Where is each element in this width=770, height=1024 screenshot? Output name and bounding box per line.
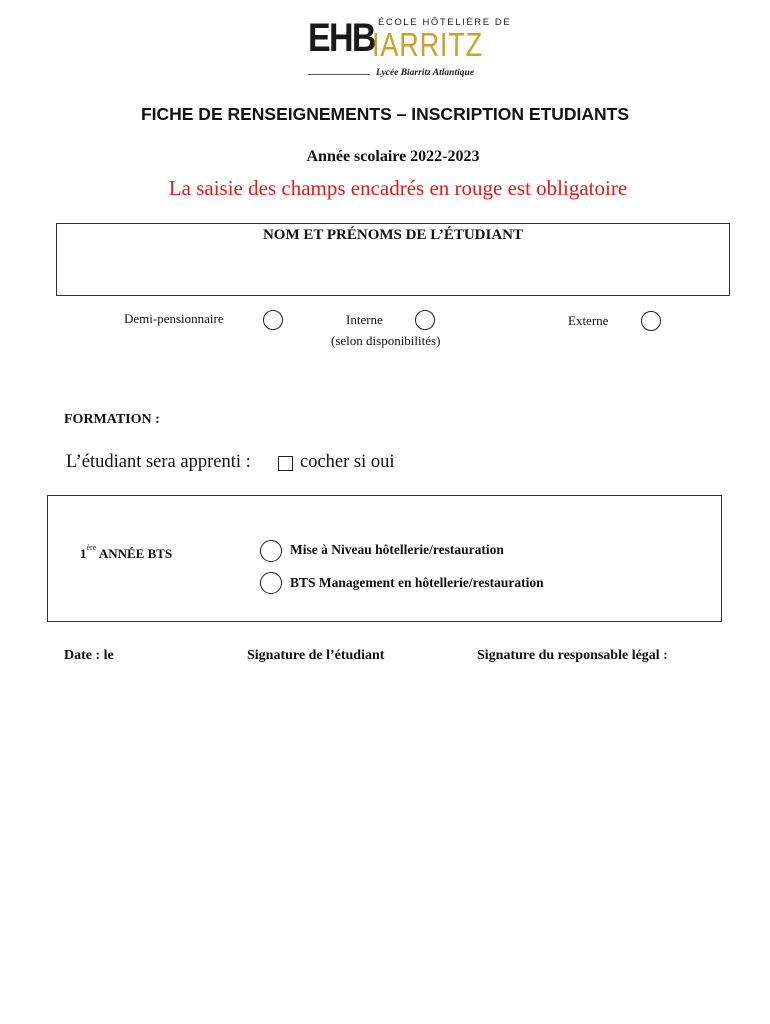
regime-interne-note: (selon disponibilités) (331, 333, 441, 348)
apprenti-label: L’étudiant sera apprenti : (66, 452, 251, 472)
regime-demi-pensionnaire-label: Demi-pensionnaire (124, 311, 224, 326)
school-year: Année scolaire 2022-2023 (306, 148, 480, 165)
student-name-label: NOM ET PRÉNOMS DE L’ÉTUDIANT (262, 227, 524, 243)
bts-mise-a-niveau-radio[interactable] (260, 540, 282, 562)
apprenti-hint: cocher si oui (300, 452, 395, 472)
regime-interne-radio[interactable] (415, 310, 435, 330)
bts-year-sup: ère (86, 543, 97, 552)
bts-year-text: ANNÉE BTS (98, 546, 173, 561)
regime-interne-label: Interne (346, 312, 383, 327)
bts-management-radio[interactable] (260, 572, 282, 594)
bts-year-number: 1 (80, 546, 87, 561)
form-title: FICHE DE RENSEIGNEMENTS – INSCRIPTION ETUDIANTS (140, 104, 630, 124)
date-label: Date : le (64, 648, 114, 663)
formation-heading: FORMATION : (64, 412, 160, 427)
logo-top-text: ÉCOLE HÔTELIÈRE DE (378, 17, 512, 28)
logo-city-text: IARRITZ (372, 26, 483, 63)
logo-divider (308, 74, 370, 75)
apprenti-checkbox[interactable] (278, 456, 293, 471)
regime-demi-pensionnaire-radio[interactable] (263, 310, 283, 330)
bts-year-label (80, 543, 173, 562)
bts-management-label: BTS Management en hôtellerie/restauration (290, 575, 544, 590)
bts-mise-a-niveau-label: Mise à Niveau hôtellerie/restauration (290, 542, 504, 557)
regime-externe-label: Externe (568, 313, 609, 328)
logo-mark: EHB (308, 16, 375, 60)
guardian-signature-label: Signature du responsable légal : (477, 648, 668, 663)
student-signature-label: Signature de l’étudiant (247, 648, 385, 663)
logo-subtitle: Lycée Biarritz Atlantique (376, 68, 474, 78)
required-fields-warning: La saisie des champs encadrés en rouge est obligatoire (168, 176, 628, 200)
regime-externe-radio[interactable] (641, 311, 661, 331)
